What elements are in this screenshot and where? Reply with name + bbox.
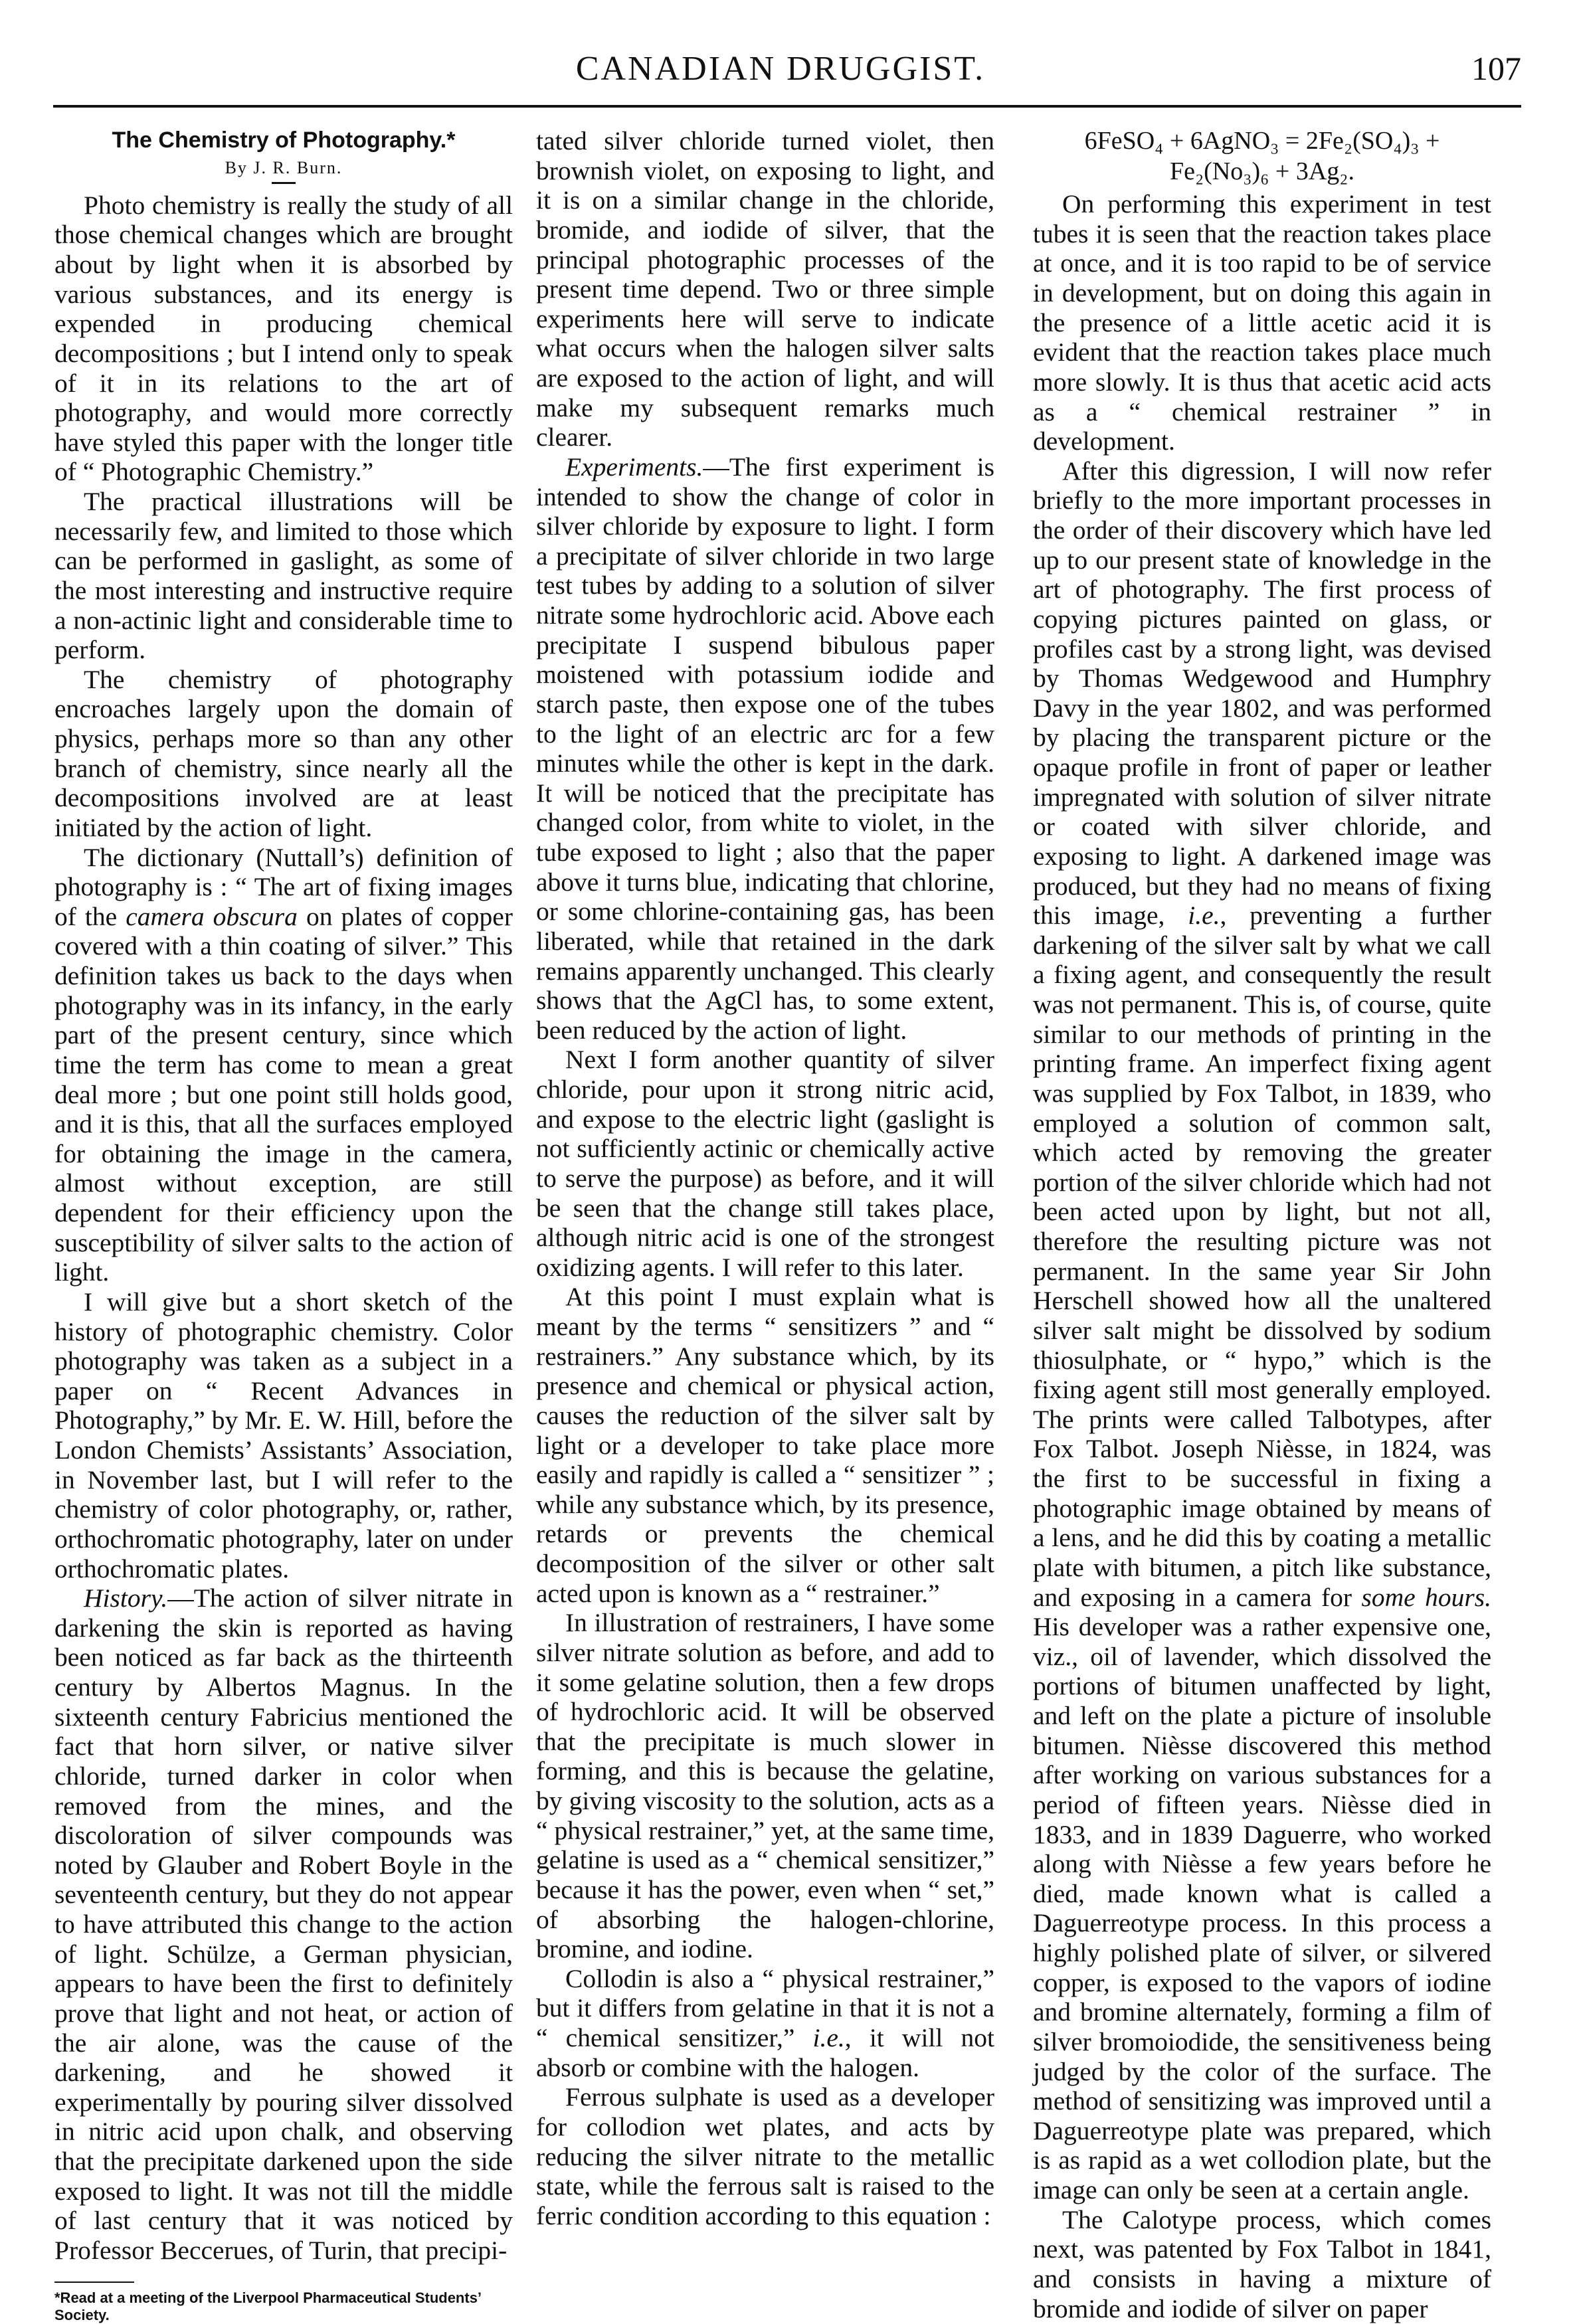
article-title: The Chemistry of Photography.* <box>112 128 456 153</box>
italic-text: some hours. <box>1361 1582 1491 1612</box>
column-2 <box>536 126 994 2230</box>
text-run: After this digression, I will now refer briefly to the more important processes in the order of their discovery which have led up to our present state of knowledge in the art of photography. The first process of copying pictures painted on glass, or profiles cast by a strong light, was devised by Thomas Wedgewood and Humphry Davy in the year 1802, and was performed by placing the transparent picture or the opaque profile in front of paper or leather impregnated with solution of silver nitrate or coated with silver chloride, and exposing to light. A darkened image was produced, but they had no means of fixing this image, <box>1033 456 1491 931</box>
footnote-rule <box>54 2281 134 2283</box>
page-number: 107 <box>1471 50 1521 87</box>
text-run: Collodin is also a “ physical restrainer,” but it differs from gelatine in that it is not a “ chemical sensitizer,” <box>536 1963 994 2052</box>
column-1 <box>54 126 513 2324</box>
paragraph <box>54 843 513 1287</box>
paragraph: The Calotype process, which comes next, was patented by Fox Talbot in 1841, and consists in having a mixture of bromide and iodide of silver on paper <box>1033 2204 1491 2323</box>
text-run: —The first experiment is intended to show the change of color in silver chloride by exposure to light. I form a precipitate of silver chloride in two large test tubes by adding to a solution of silver nitrate some hydrochloric acid. Above each precipitate I suspend bibulous paper moistened with potassium iodide and starch paste, then expose one of the tubes to the light of an electric arc for a few minutes while the other is kept in the dark. It will be noticed that the precipitate has changed color, from white to violet, in the tube exposed to light ; also that the paper above it turns blue, indicating that chlorine, or some chlorine-containing gas, has been liberated, while that retained in the dark remains apparently unchanged. This clearly shows that the AgCl has, to some extent, been reduced by the action of light. <box>536 452 994 1045</box>
italic-text: camera obscura <box>126 901 298 931</box>
paragraph <box>1033 456 1491 2205</box>
paragraph: At this point I must explain what is meant by the terms “ sensitizers ” and “ restrainers.” Any substance which, by its presence and chemical or physical action, causes the reduction of the silver salt by light or a developer to take place more easily and rapidly is called a “ sensitizer ” ; while any substance which, by its presence, retards or prevents the chemical decomposition of the silver or other salt acted upon is known as a “ restrainer.” <box>536 1282 994 1608</box>
article-byline: By J. R. Burn. <box>225 158 343 178</box>
italic-text: i.e. <box>812 2023 845 2052</box>
header-rule <box>53 105 1521 108</box>
paragraph <box>54 1583 513 2265</box>
running-title: CANADIAN DRUGGIST. <box>575 50 986 88</box>
paragraph: The practical illustrations will be necessarily few, and limited to those which can be performed in gaslight, as some of the most interesting and instructive require a non-actinic light and considerable time to perform. <box>54 487 513 665</box>
paragraph: The chemistry of photography encroaches largely upon the domain of physics, perhaps more so than any other branch of chemistry, since nearly all the decompositions involved are at least initiated by the action of light. <box>54 664 513 842</box>
paragraph <box>536 452 994 1045</box>
section-label-history: History. <box>84 1583 168 1613</box>
page-header <box>40 46 1521 94</box>
text-run: His developer was a rather expensive one, viz., oil of lavender, which dissolved the portions of bitumen unaffected by light, and left on the plate a picture of insoluble bitumen. Nièsse discovered this method after working on various substances for a period of fifteen years. Nièsse died in 1833, and in 1839 Daguerre, who worked along with Nièsse a few years before he died, made known what is called a Daguerreotype process. In this process a highly polished plate of silver, or silvered copper, is exposed to the vapors of iodine and bromine alternately, forming a film of silver bromoiodide, the sensitiveness being judged by the color of the surface. The method of sensitizing was improved until a Daguerreotype plate was prepared, which is as rapid as a wet collodion plate, but the image can only be seen at a certain angle. <box>1033 1612 1491 2205</box>
text-run: on plates of copper covered with a thin coating of silver.” This definition takes us back to the days when photography was in its infancy, in the early part of the present century, since which time the term has come to mean a great deal more ; but one point still holds good, and it is this, that all the surfaces employed for obtaining the image in the camera, almost without exception, are still dependent for their efficiency upon the susceptibility of silver salts to the action of light. <box>54 901 513 1287</box>
chemical-equation: 6FeSO₄ + 6AgNO₃ = 2Fe₂(SO₄)₃ + Fe₂(No₃)₆ + 3Ag₂. <box>1084 127 1440 185</box>
title-dash <box>272 182 296 184</box>
italic-text: i.e. <box>1188 901 1220 931</box>
paragraph: Ferrous sulphate is used as a developer for collodion wet plates, and acts by reducing the silver nitrate to the metallic state, while the ferrous salt is raised to the ferric condition according to this equation : <box>536 2082 994 2230</box>
paragraph <box>536 1964 994 2083</box>
section-label-experiments: Experiments. <box>565 452 703 482</box>
footnote: *Read at a meeting of the Liverpool Pharmaceutical Students’ Society. <box>54 2289 481 2323</box>
text-run: , it will not absorb or combine with the halogen. <box>536 2023 994 2082</box>
paragraph: On performing this experiment in test tubes it is seen that the reaction takes place at once, and it is too rapid to be of service in development, but on doing this again in the presence of a little acetic acid it is evident that the reaction takes place much more slowly. It is thus that acetic acid acts as a “ chemical restrainer ” in development. <box>1033 189 1491 456</box>
text-run: —The action of silver nitrate in darkening the skin is reported as having been noticed as far back as the thirteenth century by Albertos Magnus. In the sixteenth century Fabricius mentioned the fact that horn silver, or native silver chloride, turned darker in color when removed from the mines, and the discoloration of silver compounds was noted by Glauber and Robert Boyle in the seventeenth century, but they do not appear to have attributed this change to the action of light. Schülze, a German physician, appears to have been the first to definitely prove that light and not heat, or action of the air alone, was the cause of the darkening, and he showed it experimentally by pouring silver dissolved in nitric acid upon chalk, and observing that the precipitate darkened upon the side exposed to light. It was not till the middle of last century that it was noticed by Professor Beccerues, of Turin, that precipi- <box>54 1583 513 2265</box>
paragraph: In illustration of restrainers, I have some silver nitrate solution as before, and add to it some gelatine solution, then a few drops of hydrochloric acid. It will be observed that the precipitate is much slower in forming, and this is because the gelatine, by giving viscosity to the solution, acts as a “ physical restrainer,” yet, at the same time, gelatine is used as a “ chemical sensitizer,” because it has the power, even when “ set,” of absorbing the halogen-chlorine, bromine, and iodine. <box>536 1608 994 1964</box>
paragraph: Next I form another quantity of silver chloride, pour upon it strong nitric acid, and expose to the electric light (gaslight is not sufficiently actinic or chemically active to serve the purpose) as before, and it will be seen that the change still takes place, although nitric acid is one of the strongest oxidizing agents. I will refer to this later. <box>536 1045 994 1282</box>
text-run: The dictionary (Nuttall’s) definition of photography is : “ The art of fixing images of the <box>54 842 513 931</box>
paragraph: Photo chemistry is really the study of all those chemical changes which are brought about by light when it is absorbed by various substances, and its energy is expended in producing chemical decompositions ; but I intend only to speak of it in its relations to the art of photography, and would more correctly have styled this paper with the longer title of “ Photographic Chemistry.” <box>54 190 513 487</box>
paragraph: tated silver chloride turned violet, then brownish violet, on exposing to light, and it is on a similar change in the chloride, bromide, and iodide of silver, that the principal photographic processes of the present time depend. Two or three simple experiments here will serve to indicate what occurs when the halogen silver salts are exposed to the action of light, and will make my subsequent remarks much clearer. <box>536 126 994 452</box>
paragraph: I will give but a short sketch of the history of photographic chemistry. Color photography was taken as a subject in a paper on “ Recent Advances in Photography,” by Mr. E. W. Hill, before the London Chemists’ Assistants’ Association, in November last, but I will refer to the chemistry of color photography, or, rather, orthochromatic photography, later on under orthochromatic plates. <box>54 1287 513 1583</box>
text-run: , preventing a further darkening of the silver salt by what we call a fixing agent, and consequently the result was not permanent. This is, of course, quite similar to our methods of printing in the printing frame. An imperfect fixing agent was supplied by Fox Talbot, in 1839, who employed a solution of common salt, which acted by removing the greater portion of the silver chloride which had not been acted upon by light, but not all, therefore the resulting picture was not permanent. In the same year Sir John Herschell showed how all the unaltered silver salt might be dissolved by sodium thiosulphate, or “ hypo,” which is the fixing agent still most generally employed. The prints were called Talbotypes, after Fox Talbot. Joseph Nièsse, in 1824, was the first to be successful in fixing a photographic image obtained by means of a lens, and he did this by coating a metallic plate with bitumen, a pitch like substance, and exposing in a camera for <box>1033 901 1491 1612</box>
column-3 <box>1033 126 1491 2323</box>
